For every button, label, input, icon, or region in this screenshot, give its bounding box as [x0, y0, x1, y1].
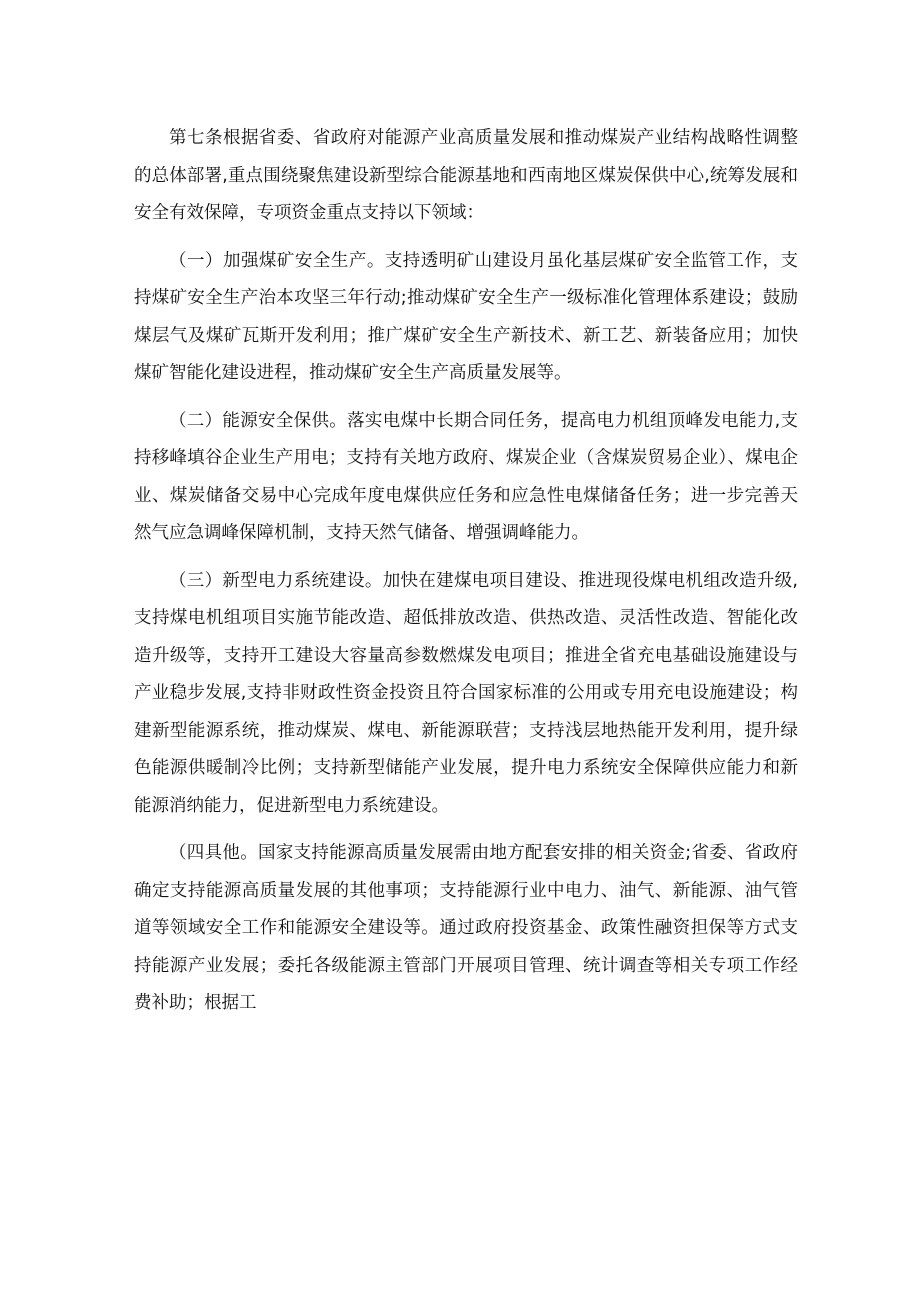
document-body [134, 120, 798, 1033]
new-power-system-paragraph: （三）新型电力系统建设。加快在建煤电项目建设、推进现役煤电机组改造升级,支持煤电机组项目实施节能改造、超低排放改造、供热改造、灵活性改造、智能化改造升级等，支持开工建设大容量高参数燃煤发电项目；推进全省充电基础设施建设与产业稳步发展,支持非财政性资金投资且符合国家标准的公用或专用充电设施建设；构建新型能源系统，推动煤炭、煤电、新能源联营；支持浅层地热能开发利用，提升绿色能源供暖制冷比例；支持新型储能产业发展，提升电力系统安全保障供应能力和新能源消纳能力，促进新型电力系统建设。 [134, 570, 798, 816]
coal-mine-safety-paragraph: （一）加强煤矿安全生产。支持透明矿山建设月虽化基层煤矿安全监管工作，支持煤矿安全生产治本攻坚三年行动;推动煤矿安全生产一级标准化管理体系建设；鼓励煤层气及煤矿瓦斯开发利用；推广煤矿安全生产新技术、新工艺、新装备应用；加快煤矿智能化建设进程，推动煤矿安全生产高质量发展等。 [134, 250, 798, 383]
other-items-paragraph: （四具他。国家支持能源高质量发展需由地方配套安排的相关资金;省委、省政府确定支持能源高质量发展的其他事项；支持能源行业中电力、油气、新能源、油气管道等领域安全工作和能源安全建设等。通过政府投资基金、政策性融资担保等方式支持能源产业发展；委托各级能源主管部门开展项目管理、统计调查等相关专项工作经费补助；根据工 [134, 843, 798, 1013]
energy-supply-security-paragraph: （二）能源安全保供。落实电煤中长期合同任务，提高电力机组顶峰发电能力,支持移峰填谷企业生产用电；支持有关地方政府、煤炭企业（含煤炭贸易企业）、煤电企业、煤炭储备交易中心完成年度电煤供应任务和应急性电煤储备任务；进一步完善天然气应急调峰保障机制，支持天然气储备、增强调峰能力。 [134, 410, 798, 543]
article-7-intro-paragraph: 第七条根据省委、省政府对能源产业高质量发展和推动煤炭产业结构战略性调整的总体部署,重点围绕聚焦建设新型综合能源基地和西南地区煤炭保供中心,统筹发展和安全有效保障，专项资金重点支持以下领域： [134, 128, 798, 223]
